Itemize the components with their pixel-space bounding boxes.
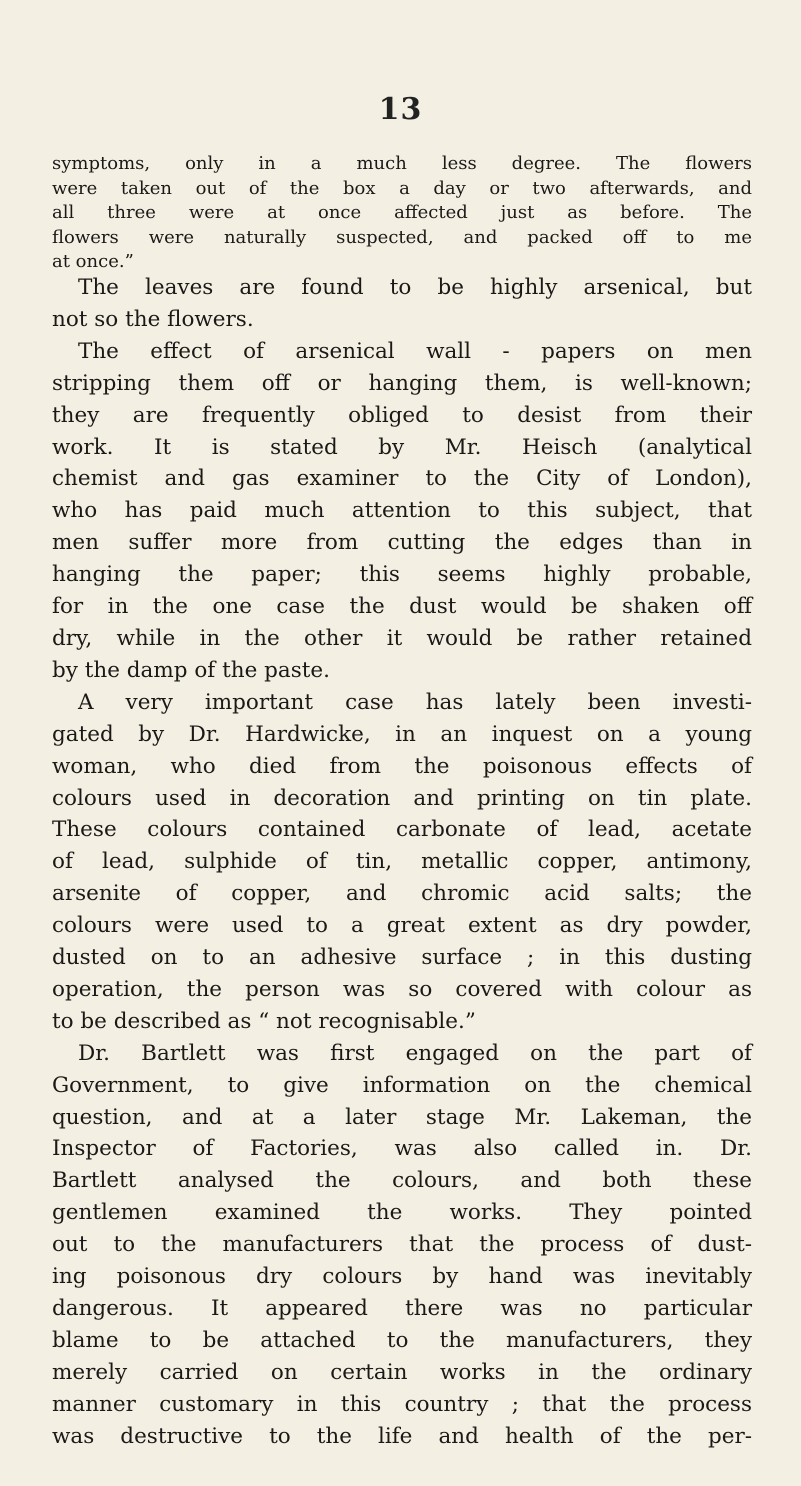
body-text [52, 272, 752, 1453]
text-line: to be described as “ not recognisable.” [52, 1008, 476, 1034]
text-line: dangerous. It appeared there was no particular [52, 1296, 752, 1321]
text-line: Government, to give information on the chemical [52, 1072, 752, 1098]
text-line: hanging the paper; this seems highly probable, [52, 562, 752, 588]
text-line: at once.” [52, 251, 134, 272]
text-line: out to the manufacturers that the process of dust- [52, 1232, 752, 1258]
paragraph-start-line: The effect of arsenical wall - papers on men [78, 338, 752, 364]
text-line: of lead, sulphide of tin, metallic copper, antimony, [52, 849, 752, 875]
text-line: Bartlett analysed the colours, and both these [52, 1168, 752, 1194]
page-number: 13 [378, 92, 423, 127]
text-line: These colours contained carbonate of lead, acetate [52, 817, 752, 843]
quoted-passage [52, 152, 752, 275]
text-line: ing poisonous dry colours by hand was inevitably [52, 1264, 752, 1290]
text-line: for in the one case the dust would be shaken off [52, 594, 752, 620]
text-line: were taken out of the box a day or two afterwards, and [52, 177, 752, 199]
text-line: operation, the person was so covered with colour as [52, 976, 752, 1002]
text-line: arsenite of copper, and chromic acid salts; the [52, 881, 752, 907]
text-line: work. It is stated by Mr. Heisch (analytical [52, 434, 752, 460]
text-line: stripping them off or hanging them, is well-known; [52, 370, 752, 396]
paragraph-start-line: A very important case has lately been investi- [78, 689, 752, 715]
text-line: gated by Dr. Hardwicke, in an inquest on a young [52, 721, 752, 747]
text-line: flowers were naturally suspected, and packed off to me [52, 226, 752, 248]
text-line: blame to be attached to the manufacturers, they [52, 1327, 752, 1353]
text-line: Inspector of Factories, was also called in. Dr. [52, 1136, 752, 1162]
paragraph-start-line: Dr. Bartlett was first engaged on the part of [78, 1040, 752, 1066]
paragraph-start-line: The leaves are found to be highly arsenical, but [78, 275, 752, 300]
text-line: dry, while in the other it would be rather retained [52, 625, 752, 651]
text-line: woman, who died from the poisonous effects of [52, 753, 752, 779]
text-line: manner customary in this country ; that the process [52, 1391, 752, 1417]
text-line: gentlemen examined the works. They pointed [52, 1200, 752, 1226]
text-line: dusted on to an adhesive surface ; in this dusting [52, 945, 752, 971]
text-line: question, and at a later stage Mr. Lakeman, the [52, 1104, 752, 1130]
text-line: colours used in decoration and printing on tin plate. [52, 785, 752, 811]
text-line: by the damp of the paste. [52, 657, 330, 683]
text-line: colours were used to a great extent as dry powder, [52, 913, 752, 939]
text-line: all three were at once affected just as before. The [52, 202, 752, 223]
text-line: was destructive to the life and health of the per- [52, 1423, 752, 1449]
text-line: who has paid much attention to this subject, that [52, 498, 752, 524]
text-line: they are frequently obliged to desist from their [52, 402, 752, 428]
text-line: not so the flowers. [52, 306, 254, 332]
text-line: symptoms, only in a much less degree. The flowers [52, 153, 752, 174]
text-line: men suffer more from cutting the edges than in [52, 530, 752, 556]
text-line: chemist and gas examiner to the City of London), [52, 466, 752, 492]
text-line: merely carried on certain works in the ordinary [52, 1359, 752, 1385]
